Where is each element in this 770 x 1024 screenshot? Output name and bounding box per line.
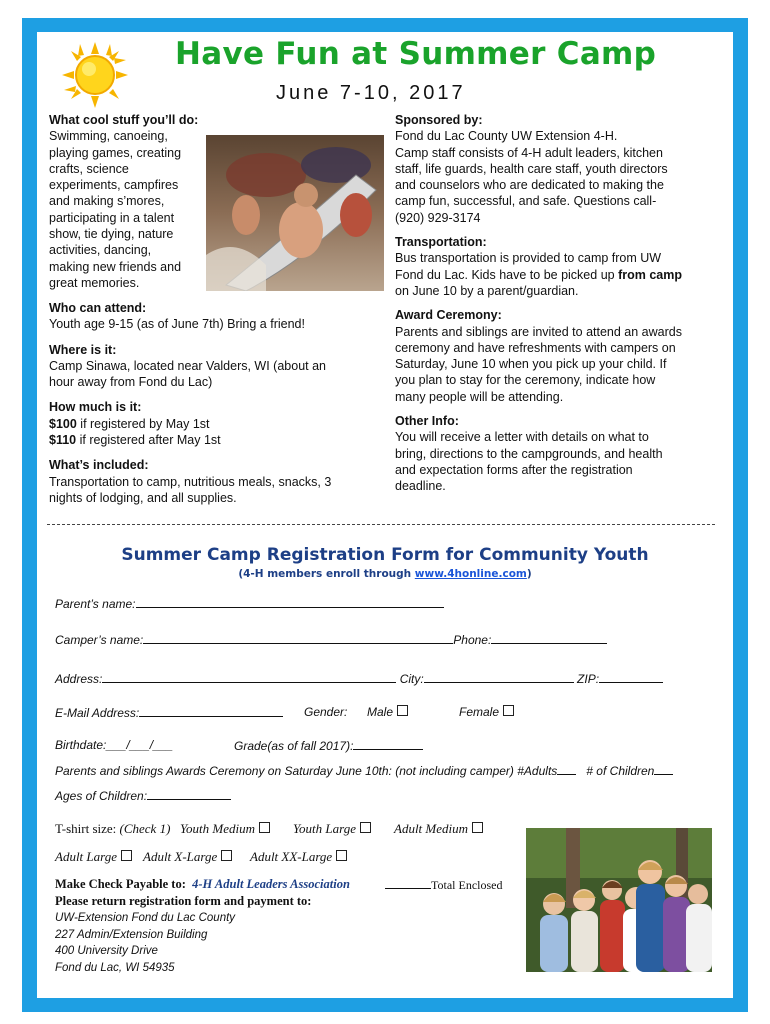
adult-x-large-checkbox[interactable] <box>221 850 232 861</box>
cost-condition: if registered by May 1st <box>76 416 210 431</box>
other-line: bring, directions to the campgrounds, and health <box>395 446 663 461</box>
cost-heading: How much is it: <box>49 400 142 415</box>
tshirt-row <box>55 821 170 837</box>
email-field[interactable] <box>139 705 283 717</box>
adult-large-checkbox[interactable] <box>121 850 132 861</box>
adult-xx-large-checkbox[interactable] <box>336 850 347 861</box>
sponsor-heading: Sponsored by: <box>395 113 483 127</box>
female-checkbox[interactable] <box>503 705 514 716</box>
cool-stuff-heading: What cool stuff you’ll do: <box>49 113 199 127</box>
cost-line-late <box>49 432 379 448</box>
sponsor-line: Camp staff consists of 4-H adult leaders, kitchen <box>395 145 663 160</box>
included-line: Transportation to camp, nutritious meals, snacks, 3 <box>49 474 332 489</box>
mailing-address <box>55 910 235 976</box>
cool-stuff-line: making new friends and <box>49 259 182 274</box>
transport-line <box>395 267 725 283</box>
award-line: ceremony and have refreshments with campers on <box>395 340 676 355</box>
cool-stuff-line: and making s’mores, <box>49 194 165 209</box>
total-field[interactable] <box>385 877 431 889</box>
birthdate-field[interactable]: Birthdate:___/___/___ <box>55 738 174 752</box>
gender-male-option <box>367 705 408 719</box>
parent-name-label: Parent’s name: <box>55 597 136 611</box>
ages-field[interactable] <box>147 788 231 800</box>
zip-field[interactable] <box>599 671 663 683</box>
included-line: nights of lodging, and all supplies. <box>49 490 237 505</box>
female-label: Female <box>459 705 500 719</box>
cool-stuff-line: participating in a talent <box>49 210 175 225</box>
adult-medium-checkbox[interactable] <box>472 822 483 833</box>
size-label: Adult Large <box>55 849 117 864</box>
where-heading: Where is it: <box>49 342 117 357</box>
ages-label: Ages of Children: <box>55 789 148 803</box>
other-line: You will receive a letter with details on what to <box>395 430 649 445</box>
where-line: hour away from Fond du Lac) <box>49 375 213 390</box>
size-label: Adult XX-Large <box>250 849 333 864</box>
camper-name-row <box>55 632 607 647</box>
4honline-link[interactable]: www.4honline.com <box>414 568 527 580</box>
city-field[interactable] <box>424 671 574 683</box>
cool-stuff-section <box>49 112 209 291</box>
male-label: Male <box>367 705 394 719</box>
payable-to-name: 4-H Adult Leaders Association <box>192 877 350 891</box>
size-option <box>143 849 232 865</box>
campers-group-photo <box>526 828 712 972</box>
award-line: many people will be attending. <box>395 389 564 404</box>
right-info-column <box>395 112 725 495</box>
email-label: E-Mail Address: <box>55 706 140 720</box>
cool-stuff-line: great memories. <box>49 275 140 290</box>
camper-name-label: Camper’s name: <box>55 633 144 647</box>
sponsor-line: and counselors who are dedicated to making the <box>395 178 664 193</box>
address-line: 400 University Drive <box>55 945 158 957</box>
address-line: Fond du Lac, WI 54935 <box>55 961 175 974</box>
sponsor-line: camp fun, successful, and safe. Questions call- <box>395 194 657 209</box>
youth-medium-checkbox[interactable] <box>259 822 270 833</box>
camper-name-field[interactable] <box>143 632 453 644</box>
cut-line <box>47 524 715 525</box>
cool-stuff-line: experiments, campfires <box>49 178 179 193</box>
youth-large-checkbox[interactable] <box>360 822 371 833</box>
tshirt-label: T-shirt size: <box>55 821 120 836</box>
cool-stuff-line: crafts, science <box>49 161 129 176</box>
other-line: and expectation forms after the registration <box>395 462 633 477</box>
tshirt-instruction: (Check 1) <box>119 821 171 836</box>
ages-row <box>55 788 231 803</box>
cool-stuff-line: activities, dancing, <box>49 243 152 258</box>
award-heading: Award Ceremony: <box>395 308 502 323</box>
grade-label: Grade(as of fall 2017): <box>234 739 354 753</box>
gender-female-option <box>459 705 514 719</box>
size-label: Adult X-Large <box>143 849 218 864</box>
transport-line: Bus transportation is provided to camp from UW <box>395 251 662 266</box>
cool-stuff-line: playing games, creating <box>49 145 182 160</box>
sun-icon <box>60 40 130 110</box>
included-heading: What’s included: <box>49 458 149 473</box>
male-checkbox[interactable] <box>397 705 408 716</box>
grade-field[interactable] <box>353 738 423 750</box>
cool-stuff-line: show, tie dying, nature <box>49 227 174 242</box>
cool-stuff-line: Swimming, canoeing, <box>49 129 168 144</box>
transport-heading: Transportation: <box>395 235 487 250</box>
address-line: 227 Admin/Extension Building <box>55 928 208 941</box>
size-label: Youth Medium <box>180 821 255 836</box>
where-line: Camp Sinawa, located near Valders, WI (about an <box>49 358 326 373</box>
children-count-field[interactable] <box>654 763 673 775</box>
size-option <box>180 821 270 837</box>
ceremony-row <box>55 763 673 778</box>
other-line: deadline. <box>395 479 446 494</box>
address-field[interactable] <box>102 671 396 683</box>
zip-label: ZIP: <box>577 672 600 686</box>
children-count-label: # of Children <box>586 764 655 778</box>
size-label: Adult Medium <box>394 821 469 836</box>
cost-amount: $110 <box>49 433 77 448</box>
canoe-photo <box>206 135 384 291</box>
transport-emphasis: from camp <box>618 267 682 282</box>
size-option <box>250 849 347 865</box>
form-subtitle-text: (4-H members enroll through <box>238 568 415 580</box>
sponsor-line: Fond du Lac County UW Extension 4-H. <box>395 129 618 144</box>
cool-stuff-text <box>49 128 209 291</box>
award-line: you plan to stay for the ceremony, indicate how <box>395 373 656 388</box>
who-heading: Who can attend: <box>49 301 147 315</box>
size-option <box>55 849 132 865</box>
award-line: Parents and siblings are invited to attend an awards <box>395 324 682 339</box>
left-info-column <box>49 300 379 506</box>
parent-name-row <box>55 596 444 611</box>
total-row <box>385 877 502 893</box>
total-label: Total Enclosed <box>431 878 503 892</box>
email-row <box>55 705 283 720</box>
grade-row <box>234 738 423 753</box>
form-title: Summer Camp Registration Form for Community Youth <box>121 545 649 565</box>
sponsor-line: staff, life guards, health care staff, youth directors <box>395 161 668 176</box>
form-subtitle <box>0 568 770 580</box>
page-title: Have Fun at Summer Camp <box>175 36 657 72</box>
address-line: UW-Extension Fond du Lac County <box>55 912 236 924</box>
cost-amount: $100 <box>49 416 77 431</box>
phone-label: Phone: <box>453 633 492 647</box>
parent-name-field[interactable] <box>136 596 444 608</box>
size-option <box>293 821 371 837</box>
transport-line: on June 10 by a parent/guardian. <box>395 283 579 298</box>
address-label: Address: <box>55 672 103 686</box>
who-text: Youth age 9-15 (as of June 7th) Bring a friend! <box>49 317 305 332</box>
size-label: Youth Large <box>293 821 356 836</box>
adults-count-field[interactable] <box>557 763 576 775</box>
gender-label: Gender: <box>304 705 348 719</box>
size-option <box>394 821 483 837</box>
payable-label: Make Check Payable to: <box>55 877 190 891</box>
sponsor-line: (920) 929-3174 <box>395 210 481 225</box>
cost-line-early <box>49 416 379 432</box>
cost-condition: if registered after May 1st <box>76 433 221 448</box>
address-row <box>55 671 663 686</box>
award-line: Saturday, June 10 when you pick up your child. If <box>395 357 667 372</box>
phone-field[interactable] <box>491 632 607 644</box>
transport-text: Fond du Lac. Kids have to be picked up <box>395 267 619 282</box>
other-heading: Other Info: <box>395 414 459 429</box>
city-label: City: <box>399 672 424 686</box>
form-subtitle-close: ) <box>526 568 532 580</box>
payable-row <box>55 877 350 892</box>
ceremony-label: Parents and siblings Awards Ceremony on Saturday June 10th: (not including camper) #Adults <box>55 764 558 778</box>
return-label: Please return registration form and payment to: <box>55 894 312 908</box>
camp-dates: June 7-10, 2017 <box>276 82 466 104</box>
